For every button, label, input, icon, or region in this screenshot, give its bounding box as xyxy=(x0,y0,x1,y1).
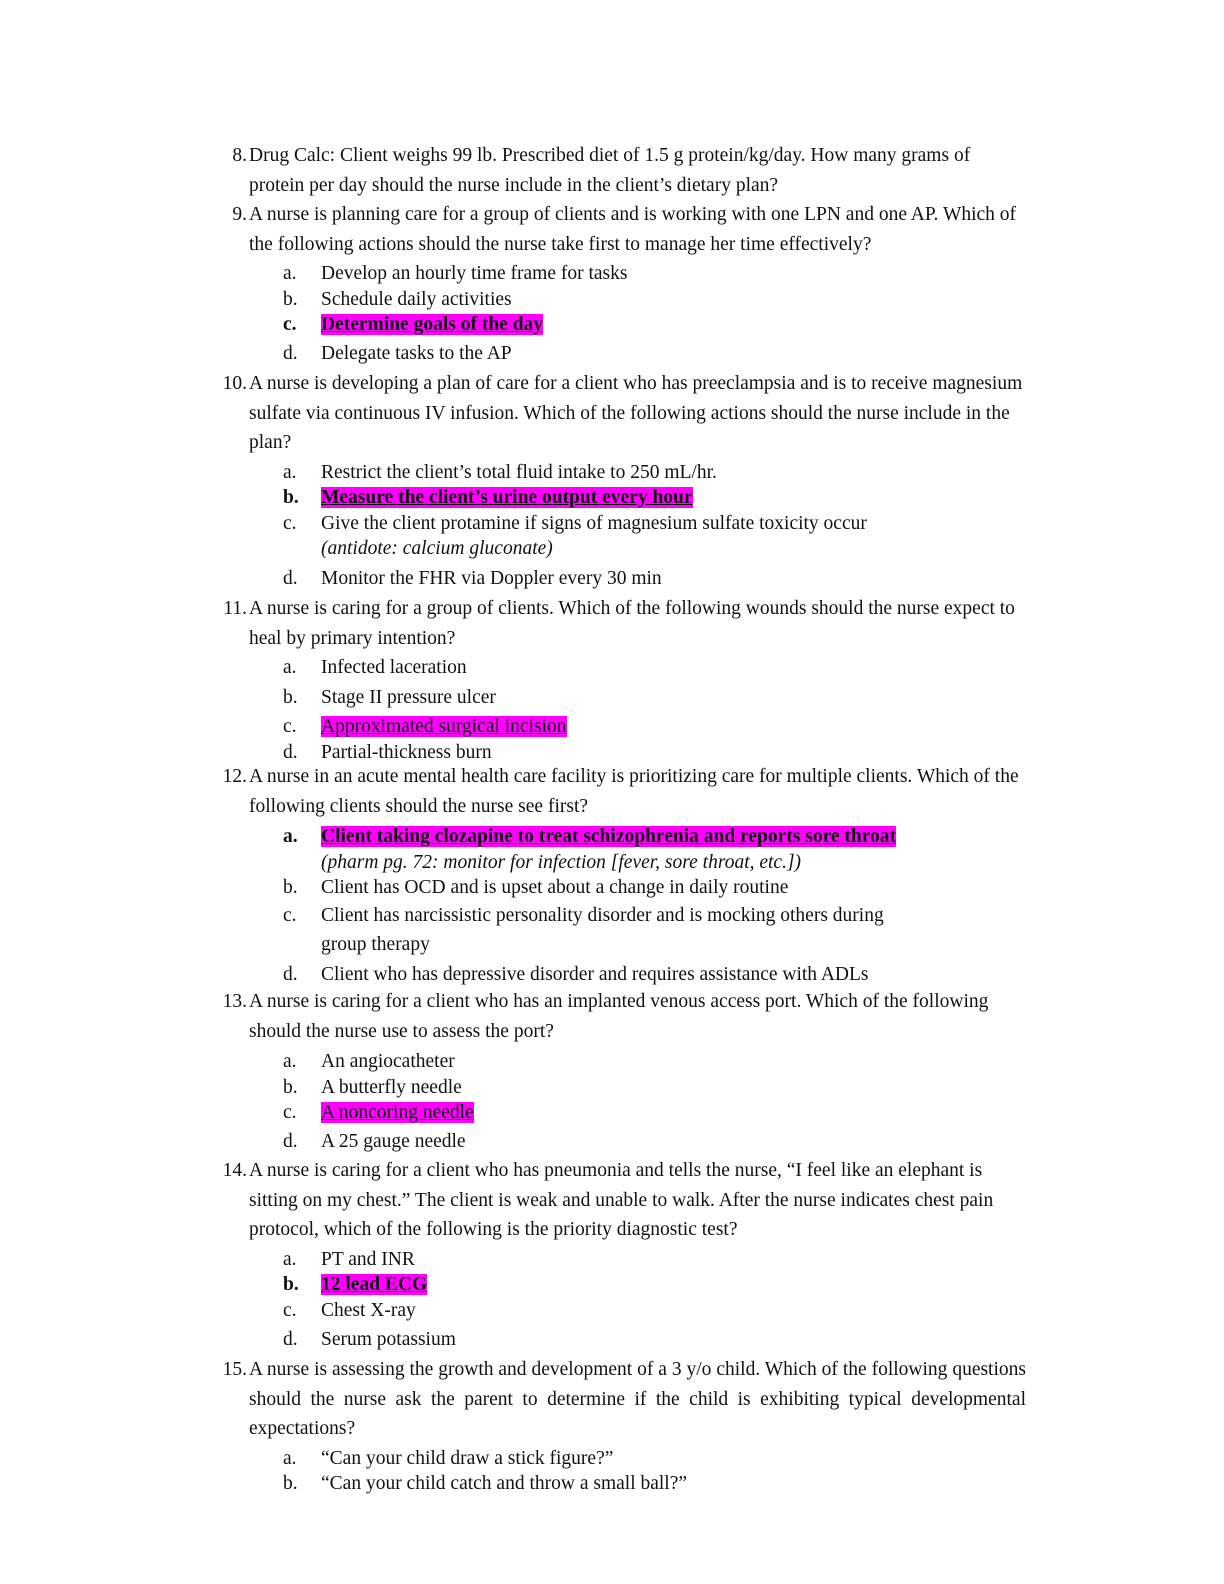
option-letter: c. xyxy=(283,1299,297,1321)
option-letter: b. xyxy=(283,877,298,898)
option-b xyxy=(283,1471,1026,1497)
option-letter: a. xyxy=(283,263,297,284)
question-9 xyxy=(211,200,1026,366)
question-text: A nurse in an acute mental health care facility is prioritizing care for multiple clients. Which of the following clients should the nurse see first? xyxy=(249,766,1019,817)
option-a-answer xyxy=(283,824,1026,875)
option-letter: d. xyxy=(283,963,298,985)
option-letter: d. xyxy=(283,342,298,364)
option-text: “Can your child catch and throw a small ball?” xyxy=(321,1473,688,1494)
option-note: (pharm pg. 72: monitor for infection [fever, sore throat, etc.]) xyxy=(321,851,802,873)
option-letter: a. xyxy=(283,1248,297,1270)
option-letter: b. xyxy=(283,686,298,708)
option-text: Develop an hourly time frame for tasks xyxy=(321,263,628,284)
option-letter: c. xyxy=(283,314,297,335)
option-c xyxy=(283,901,933,960)
option-letter: a. xyxy=(283,826,298,847)
option-letter: c. xyxy=(283,512,297,534)
option-text: Serum potassium xyxy=(321,1329,456,1350)
highlighted-answer: Approximated surgical incision xyxy=(321,716,567,737)
question-number: 15. xyxy=(222,1359,247,1380)
question-text: A nurse is planning care for a group of clients and is working with one LPN and one AP. Which of the following actions should the nurse take first to manage her time effectively? xyxy=(249,204,1017,255)
option-text: Stage II pressure ulcer xyxy=(321,686,496,708)
question-text: A nurse is caring for a group of clients. Which of the following wounds should the nurse expect to heal by primary intention? xyxy=(249,598,1015,649)
option-letter: c. xyxy=(283,1102,297,1123)
option-letter: d. xyxy=(283,741,298,763)
question-11 xyxy=(211,594,1026,765)
option-text: “Can your child draw a stick figure?” xyxy=(321,1447,614,1469)
option-text: A 25 gauge needle xyxy=(321,1130,466,1152)
option-text: PT and INR xyxy=(321,1248,415,1270)
question-15 xyxy=(211,1355,1026,1497)
option-a xyxy=(283,653,1026,683)
option-letter: c. xyxy=(283,904,297,926)
question-text: A nurse is assessing the growth and development of a 3 y/o child. Which of the following questions should the nurse ask the parent to determine if the child is exhibiting typical developmental expectations? xyxy=(249,1359,1026,1439)
question-number: 8. xyxy=(232,145,247,166)
option-text: Delegate tasks to the AP xyxy=(321,342,512,364)
option-text: Restrict the client’s total fluid intake to 250 mL/hr. xyxy=(321,461,717,483)
option-letter: d. xyxy=(283,567,298,589)
option-c xyxy=(283,511,1026,562)
option-b-answer xyxy=(283,1272,1026,1298)
option-text: A butterfly needle xyxy=(321,1076,462,1098)
option-note: (antidote: calcium gluconate) xyxy=(321,538,553,559)
option-letter: b. xyxy=(283,1076,298,1098)
question-number: 11. xyxy=(223,598,247,619)
question-text: A nurse is caring for a client who has pneumonia and tells the nurse, “I feel like an elephant is sitting on my chest.” The client is weak and unable to walk. After the nurse indicates chest pain protocol, which of the following is the priority diagnostic test? xyxy=(249,1160,994,1240)
option-b xyxy=(283,683,1026,713)
question-10 xyxy=(211,369,1026,591)
option-d xyxy=(283,1327,1026,1353)
highlighted-answer: A noncoring needle xyxy=(321,1102,474,1123)
question-text: A nurse is caring for a client who has an implanted venous access port. Which of the following should the nurse use to assess the port? xyxy=(249,991,989,1042)
option-letter: b. xyxy=(283,1473,298,1494)
option-letter: d. xyxy=(283,1329,298,1350)
question-text: Drug Calc: Client weighs 99 lb. Prescribed diet of 1.5 g protein/kg/day. How many grams of protein per day should the nurse include in the client’s dietary plan? xyxy=(249,145,971,196)
question-number: 14. xyxy=(222,1160,247,1181)
option-text: An angiocatheter xyxy=(321,1051,455,1072)
option-letter: a. xyxy=(283,1051,297,1072)
option-text: Give the client protamine if signs of magnesium sulfate toxicity occur xyxy=(321,512,867,534)
option-letter: c. xyxy=(283,716,297,737)
option-letter: b. xyxy=(283,487,299,508)
option-letter: a. xyxy=(283,1447,297,1469)
option-c-answer xyxy=(283,714,1026,740)
option-text: Chest X-ray xyxy=(321,1299,416,1321)
option-letter: a. xyxy=(283,657,297,678)
question-12 xyxy=(211,762,1026,987)
option-text: Client has narcissistic personality disorder and is mocking others during group therapy xyxy=(321,904,884,955)
option-a xyxy=(283,1247,1026,1273)
question-number: 13. xyxy=(222,991,247,1012)
option-b xyxy=(283,875,1026,901)
question-number: 9. xyxy=(232,204,247,225)
option-b xyxy=(283,287,1026,313)
option-c-answer xyxy=(283,312,1026,338)
highlighted-answer: 12 lead ECG xyxy=(321,1274,428,1295)
option-c xyxy=(283,1298,1026,1324)
option-letter: d. xyxy=(283,1130,298,1152)
question-14 xyxy=(211,1156,1026,1353)
question-13 xyxy=(211,987,1026,1154)
option-a xyxy=(283,1049,1026,1075)
option-letter: a. xyxy=(283,461,297,483)
option-d xyxy=(283,566,1026,592)
option-text: Client has OCD and is upset about a change in daily routine xyxy=(321,877,789,898)
question-number: 12. xyxy=(222,766,247,787)
question-number: 10. xyxy=(222,373,247,394)
highlighted-answer: Client taking clozapine to treat schizophrenia and reports sore throat xyxy=(321,826,897,847)
option-a xyxy=(283,460,1026,486)
option-text: Partial-thickness burn xyxy=(321,741,492,763)
question-8 xyxy=(211,141,1026,200)
highlighted-answer: Measure the client’s urine output every hour xyxy=(321,487,693,508)
option-b xyxy=(283,1075,1026,1101)
option-a xyxy=(283,261,1026,287)
option-d xyxy=(283,341,1026,367)
option-d xyxy=(283,962,1026,988)
option-c-answer xyxy=(283,1100,1026,1126)
option-letter: b. xyxy=(283,288,298,310)
option-text: Monitor the FHR via Doppler every 30 min xyxy=(321,567,662,589)
option-d xyxy=(283,1129,1026,1155)
option-text: Schedule daily activities xyxy=(321,288,512,310)
option-b-answer xyxy=(283,485,1026,511)
question-text: A nurse is developing a plan of care for a client who has preeclampsia and is to receive magnesium sulfate via continuous IV infusion. Which of the following actions should the nurse include in the plan? xyxy=(249,373,1023,453)
option-a xyxy=(283,1446,1026,1472)
option-text: Infected laceration xyxy=(321,657,467,678)
highlighted-answer: Determine goals of the day xyxy=(321,314,544,335)
option-letter: b. xyxy=(283,1274,299,1295)
option-text: Client who has depressive disorder and requires assistance with ADLs xyxy=(321,963,869,985)
